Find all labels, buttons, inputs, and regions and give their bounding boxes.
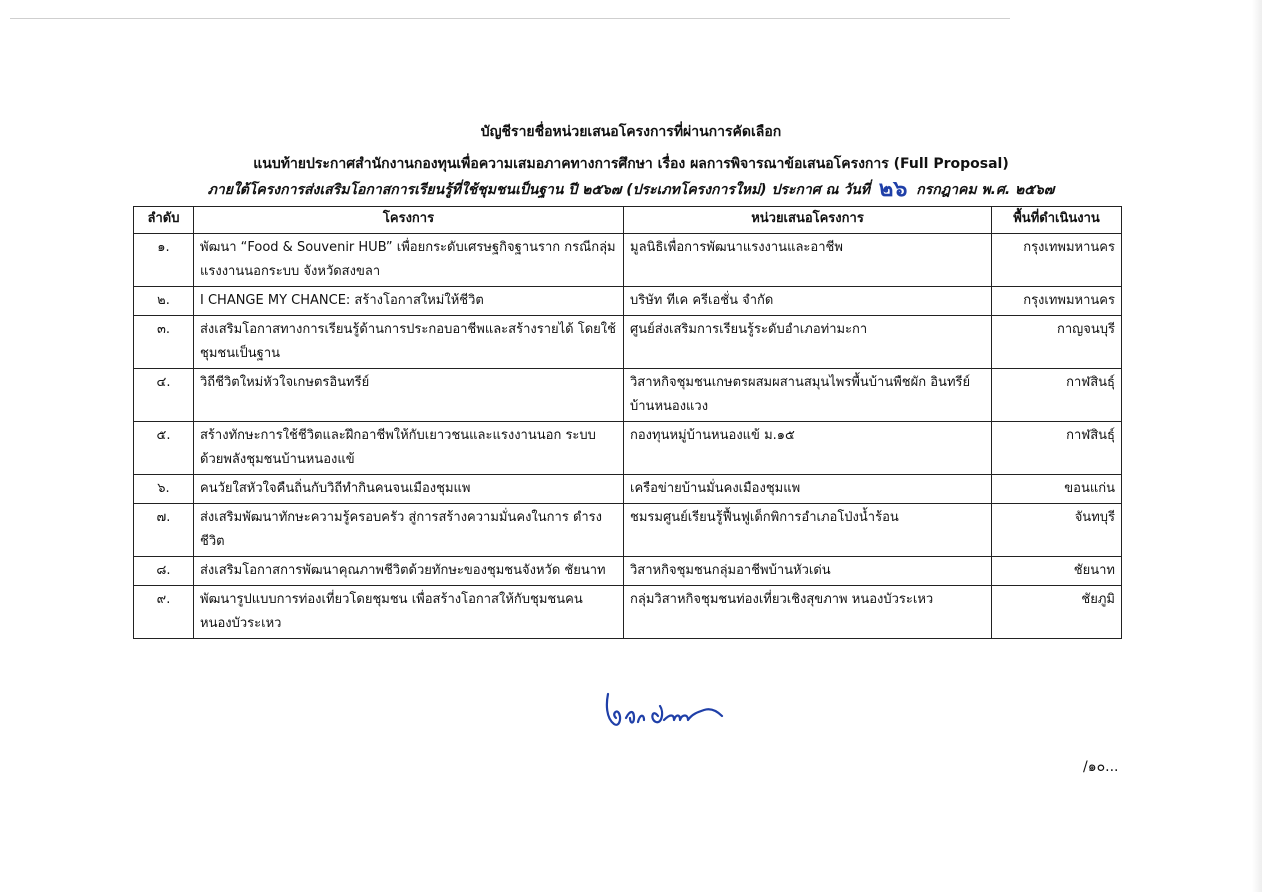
table-row — [134, 316, 1122, 369]
row-project: พัฒนารูปแบบการท่องเที่ยวโดยชุมชน เพื่อสร้างโอกาสให้กับชุมชนคน หนองบัวระเหว — [194, 586, 624, 639]
row-area: กาฬสินธุ์ — [992, 369, 1122, 422]
row-org: เครือข่ายบ้านมั่นคงเมืองชุมแพ — [624, 475, 992, 504]
table-row — [134, 422, 1122, 475]
row-org: บริษัท ทีเค ครีเอชั่น จำกัด — [624, 287, 992, 316]
row-org: กลุ่มวิสาหกิจชุมชนท่องเที่ยวเชิงสุขภาพ หนองบัวระเหว — [624, 586, 992, 639]
row-no: ๖. — [134, 475, 194, 504]
row-area: ขอนแก่น — [992, 475, 1122, 504]
header-no: ลำดับ — [134, 207, 194, 234]
table-row — [134, 287, 1122, 316]
scan-top-line — [10, 18, 1010, 19]
handwritten-day: ๒๖ — [878, 177, 908, 202]
header-area: พื้นที่ดำเนินงาน — [992, 207, 1122, 234]
document-subtitle-2 — [0, 177, 1262, 202]
header-project: โครงการ — [194, 207, 624, 234]
table-row — [134, 475, 1122, 504]
next-page-ref: /๑๐... — [1083, 759, 1119, 775]
row-project: ส่งเสริมพัฒนาทักษะความรู้ครอบครัว สู่การสร้างความมั่นคงในการ ดำรงชีวิต — [194, 504, 624, 557]
row-no: ๗. — [134, 504, 194, 557]
document-title: บัญชีรายชื่อหน่วยเสนอโครงการที่ผ่านการคัดเลือก — [480, 124, 782, 140]
row-area: ชัยภูมิ — [992, 586, 1122, 639]
row-no: ๒. — [134, 287, 194, 316]
row-project: พัฒนา “Food & Souvenir HUB” เพื่อยกระดับเศรษฐกิจฐานราก กรณีกลุ่มแรงงานนอกระบบ จังหวัดสงขลา — [194, 234, 624, 287]
row-project: คนวัยใสหัวใจคืนถิ่นกับวิถีทำกินคนจนเมืองชุมแพ — [194, 475, 624, 504]
row-project: ส่งเสริมโอกาสการพัฒนาคุณภาพชีวิตด้วยทักษะของชุมชนจังหวัด ชัยนาท — [194, 557, 624, 586]
row-area: กรุงเทพมหานคร — [992, 287, 1122, 316]
table-header-row — [134, 207, 1122, 234]
subtitle-text-before: ภายใต้โครงการส่งเสริมโอกาสการเรียนรู้ที่ใช้ชุมชนเป็นฐาน ปี ๒๕๖๗ (ประเภทโครงการใหม่) ประกาศ ณ วันที่ — [207, 182, 871, 198]
header-org: หน่วยเสนอโครงการ — [624, 207, 992, 234]
row-org: ศูนย์ส่งเสริมการเรียนรู้ระดับอำเภอท่ามะกา — [624, 316, 992, 369]
row-no: ๓. — [134, 316, 194, 369]
row-org: ชมรมศูนย์เรียนรู้ฟื้นฟูเด็กพิการอำเภอโป่งน้ำร้อน — [624, 504, 992, 557]
row-no: ๕. — [134, 422, 194, 475]
row-org: มูลนิธิเพื่อการพัฒนาแรงงานและอาชีพ — [624, 234, 992, 287]
signature-icon — [600, 688, 730, 734]
row-org: วิสาหกิจชุมชนเกษตรผสมผสานสมุนไพรพื้นบ้านพืชผัก อินทรีย์บ้านหนองแวง — [624, 369, 992, 422]
row-area: กาญจนบุรี — [992, 316, 1122, 369]
row-no: ๑. — [134, 234, 194, 287]
row-org: กองทุนหมู่บ้านหนองแข้ ม.๑๕ — [624, 422, 992, 475]
row-project: สร้างทักษะการใช้ชีวิตและฝึกอาชีพให้กับเยาวชนและแรงงานนอก ระบบด้วยพลังชุมชนบ้านหนองแข้ — [194, 422, 624, 475]
row-org: วิสาหกิจชุมชนกลุ่มอาชีพบ้านหัวเด่น — [624, 557, 992, 586]
table-row — [134, 234, 1122, 287]
row-no: ๘. — [134, 557, 194, 586]
table-row — [134, 369, 1122, 422]
row-project: วิถีชีวิตใหม่หัวใจเกษตรอินทรีย์ — [194, 369, 624, 422]
row-area: จันทบุรี — [992, 504, 1122, 557]
row-project: ส่งเสริมโอกาสทางการเรียนรู้ด้านการประกอบอาชีพและสร้างรายได้ โดยใช้ชุมชนเป็นฐาน — [194, 316, 624, 369]
table-row — [134, 557, 1122, 586]
row-area: กรุงเทพมหานคร — [992, 234, 1122, 287]
row-no: ๔. — [134, 369, 194, 422]
document-subtitle: แนบท้ายประกาศสำนักงานกองทุนเพื่อความเสมอภาคทางการศึกษา เรื่อง ผลการพิจารณาข้อเสนอโครงการ (Full Proposal) — [253, 156, 1009, 172]
row-project: I CHANGE MY CHANCE: สร้างโอกาสใหม่ให้ชีวิต — [194, 287, 624, 316]
row-area: ชัยนาท — [992, 557, 1122, 586]
table-row — [134, 504, 1122, 557]
row-area: กาฬสินธุ์ — [992, 422, 1122, 475]
projects-table — [133, 206, 1122, 639]
table-row — [134, 586, 1122, 639]
row-no: ๙. — [134, 586, 194, 639]
subtitle-text-after: กรกฎาคม พ.ศ. ๒๕๖๗ — [916, 182, 1055, 198]
